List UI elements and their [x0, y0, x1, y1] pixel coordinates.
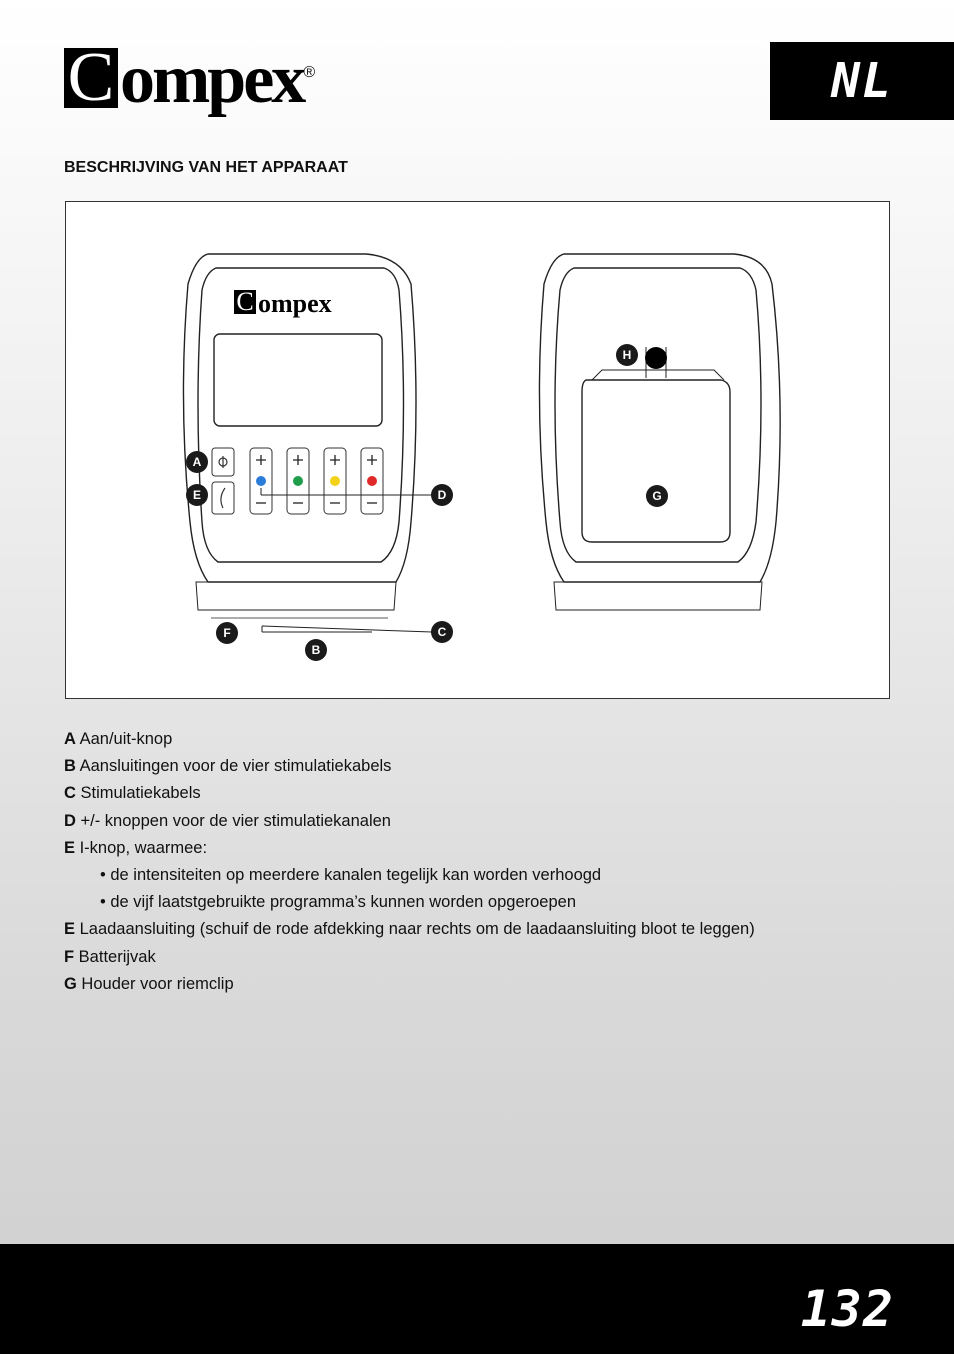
- footer-bar: [0, 1244, 954, 1354]
- callout-e: E: [192, 488, 202, 502]
- callout-f: F: [223, 626, 231, 640]
- charging-port: [645, 347, 667, 369]
- legend-text: Laadaansluiting (schuif de rode afdekking naar rechts om de laadaansluiting bloot te leggen): [75, 920, 755, 939]
- legend-bullet: • de intensiteiten op meerdere kanalen tegelijk kan worden verhoogd: [100, 866, 602, 885]
- channel-indicators: [256, 476, 377, 486]
- callout-d: D: [437, 488, 447, 502]
- logo-text: ompex: [120, 41, 304, 118]
- channel-2-dot: [293, 476, 303, 486]
- callout-c: C: [437, 625, 447, 639]
- callout-g: G: [652, 489, 662, 503]
- legend-key: A: [64, 730, 76, 748]
- device-logo-text: ompex: [258, 289, 332, 318]
- legend-item-c: [64, 780, 894, 807]
- legend-text: Stimulatiekabels: [75, 784, 201, 803]
- registered-mark: ®: [303, 64, 316, 81]
- channel-4-dot: [367, 476, 377, 486]
- legend-text: +/- knoppen voor de vier stimulatiekanalen: [75, 811, 391, 830]
- i-button: [212, 482, 234, 514]
- legend-item-a: [64, 726, 894, 753]
- legend-text: I-knop, waarmee:: [75, 838, 208, 857]
- channel-3-dot: [330, 476, 340, 486]
- language-tab: NL: [770, 42, 954, 120]
- legend-text: Aansluitingen voor de vier stimulatiekabels: [75, 757, 392, 776]
- legend-key: D: [64, 811, 76, 830]
- legend-item-d: [64, 808, 894, 835]
- channel-1-dot: [256, 476, 266, 486]
- legend-key: E: [64, 920, 76, 939]
- legend-key: C: [64, 784, 76, 803]
- legend-key: E: [64, 838, 76, 857]
- legend-key: F: [64, 947, 75, 966]
- legend-text: Batterijvak: [74, 947, 156, 966]
- legend-list: [64, 726, 894, 998]
- legend-item-f: [64, 944, 894, 971]
- legend-text: Aan/uit-knop: [75, 730, 173, 748]
- legend-item-e: [64, 835, 894, 862]
- device-back: [539, 254, 780, 610]
- legend-key: G: [64, 974, 77, 993]
- callout-h: H: [622, 348, 632, 362]
- legend-bullet: • de vijf laatstgebruikte programma’s kunnen worden opgeroepen: [100, 893, 577, 912]
- page-number: 132: [800, 1280, 894, 1338]
- device-figure: [65, 201, 890, 699]
- legend-item-b: [64, 753, 894, 780]
- device-front-logo: [234, 287, 332, 318]
- legend-item-e-charging: [64, 916, 894, 943]
- section-title: BESCHRIJVING VAN HET APPARAAT: [64, 159, 348, 176]
- legend-text: Houder voor riemclip: [76, 974, 234, 993]
- device-logo-initial: C: [236, 287, 254, 316]
- logo-initial: C: [64, 48, 118, 108]
- callout-a: A: [192, 455, 202, 469]
- compex-logo: [64, 40, 315, 120]
- device-diagram: [66, 202, 889, 698]
- callout-b: B: [311, 643, 321, 657]
- legend-item-g: [64, 971, 894, 998]
- legend-key: B: [64, 757, 76, 776]
